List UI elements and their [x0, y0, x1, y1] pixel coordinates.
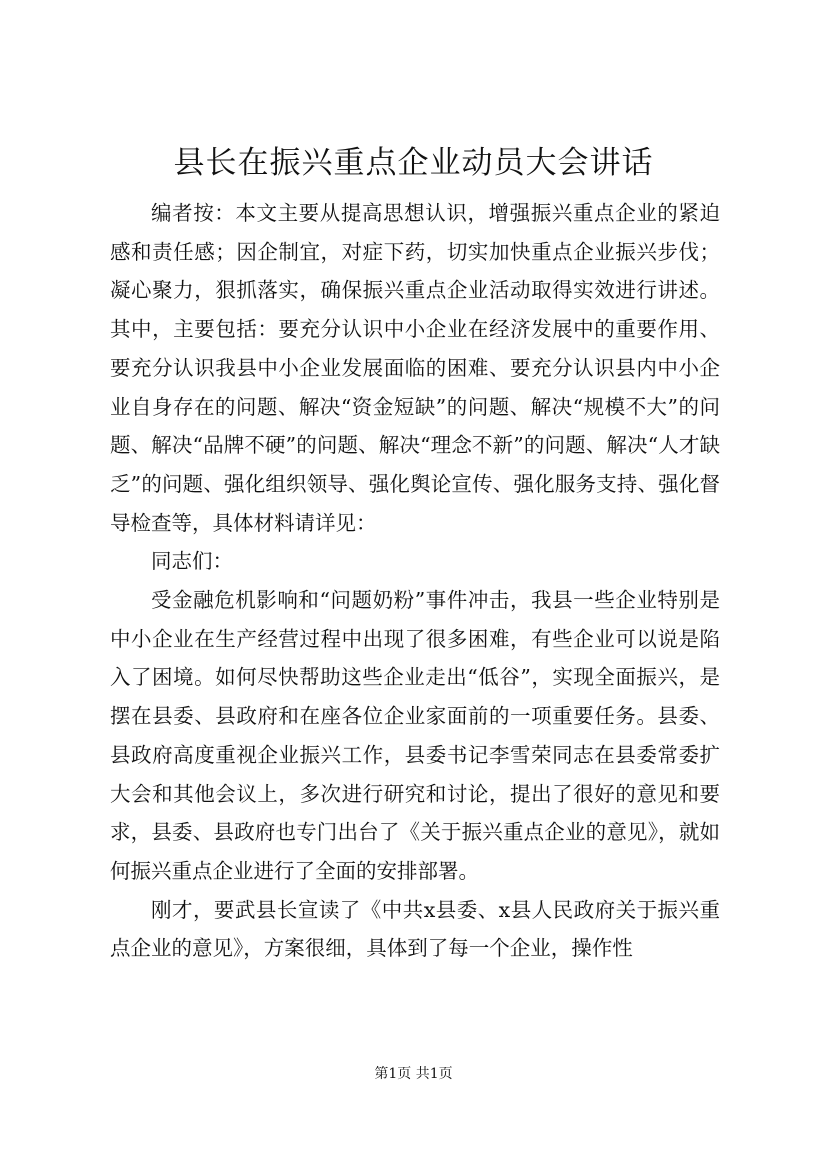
- page-footer: 第1页 共1页: [374, 1066, 453, 1082]
- greeting-paragraph: 同志们：: [151, 549, 233, 574]
- document-body: [110, 194, 720, 968]
- document-title: 县长在振兴重点企业动员大会讲话: [173, 145, 654, 181]
- editor-note-paragraph: 编者按：本文主要从提高思想认识，增强振兴重点企业的紧迫感和责任感；因企制宜，对症下药，切实加快重点企业振兴步伐；凝心聚力，狠抓落实，确保振兴重点企业活动取得实效进行讲述。其中，主要包括：要充分认识中小企业在经济发展中的重要作用、要充分认识我县中小企业发展面临的困难、要充分认识县内中小企业自身存在的问题、解决“资金短缺”的问题、解决“规模不大”的问题、解决“品牌不硬”的问题、解决“理念不新”的问题、解决“人才缺乏”的问题、强化组织领导、强化舆论宣传、强化服务支持、强化督导检查等，具体材料请详见：: [110, 201, 720, 535]
- body-paragraph: 受金融危机影响和“问题奶粉”事件冲击，我县一些企业特别是中小企业在生产经营过程中出现了很多困难，有些企业可以说是陷入了困境。如何尽快帮助这些企业走出“低谷”，实现全面振兴，是摆在县委、县政府和在座各位企业家面前的一项重要任务。县委、县政府高度重视企业振兴工作，县委书记李雪荣同志在县委常委扩大会和其他会议上，多次进行研究和讨论，提出了很好的意见和要求，县委、县政府也专门出台了《关于振兴重点企业的意见》，就如何振兴重点企业进行了全面的安排部署。: [110, 588, 720, 883]
- body-paragraph: 刚才，要武县长宣读了《中共x县委、x县人民政府关于振兴重点企业的意见》，方案很细，具体到了每一个企业，操作性: [110, 897, 720, 961]
